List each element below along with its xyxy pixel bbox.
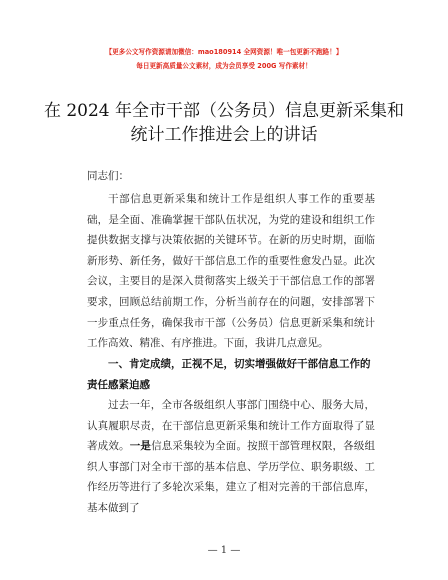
document-title-line1: 在 2024 年全市干部（公务员）信息更新采集和 bbox=[43, 101, 405, 121]
document-title-line2: 统计工作推进会上的讲话 bbox=[130, 125, 318, 145]
section-heading-1: 一、肯定成绩，正视不足，切实增强做好干部信息工作的责任感紧迫感 bbox=[87, 358, 371, 391]
page-number: — 1 — bbox=[207, 545, 241, 556]
paragraph-intro: 干部信息更新采集和统计工作是组织人事工作的重要基础，是全面、准确掌握干部队伍状况，为党的建设和组织工作提供数据支撑与决策依据的关键环节。在新的历史时期，面临新形势、新任务，做好干部信息工作的重要性愈发凸显。此次会议，主要目的是深入贯彻落实上级关于干部信息工作的部署要求，回顾总结前期工作，分析当前存在的问题，安排部署下一步重点任务，确保我市干部（公务员）信息更新采集和统计工作高效、精准、有序推进。下面，我讲几点意见。 bbox=[87, 193, 375, 350]
salutation: 同志们： bbox=[87, 170, 129, 182]
paragraph-achievements-text-b: 信息采集较为全面。按照干部管理权限，各级组织人事部门对全市干部的基本信息、学历学位、职务职级、工作经历等进行了多轮次采集，建立了相对完善的干部信息库，基本做到了 bbox=[87, 440, 376, 514]
paragraph-achievements bbox=[87, 395, 375, 519]
paragraph-achievements-bold-lead: 一是 bbox=[129, 440, 152, 453]
promo-banner-line1: 【更多公文写作资源请加微信：mao180914 全网资源！唯一包更新不跑路！】 bbox=[105, 48, 343, 56]
paragraph-achievements-text-a: 过去一年，全市各级组织人事部门围绕中心、服务大局，认真履职尽责，在干部信息更新采集和统计工作方面取得了显著成效。 bbox=[87, 399, 375, 453]
promo-banner-line2: 每日更新高质量公文素材，成为会员享受 200G 写作素材！ bbox=[136, 62, 312, 70]
